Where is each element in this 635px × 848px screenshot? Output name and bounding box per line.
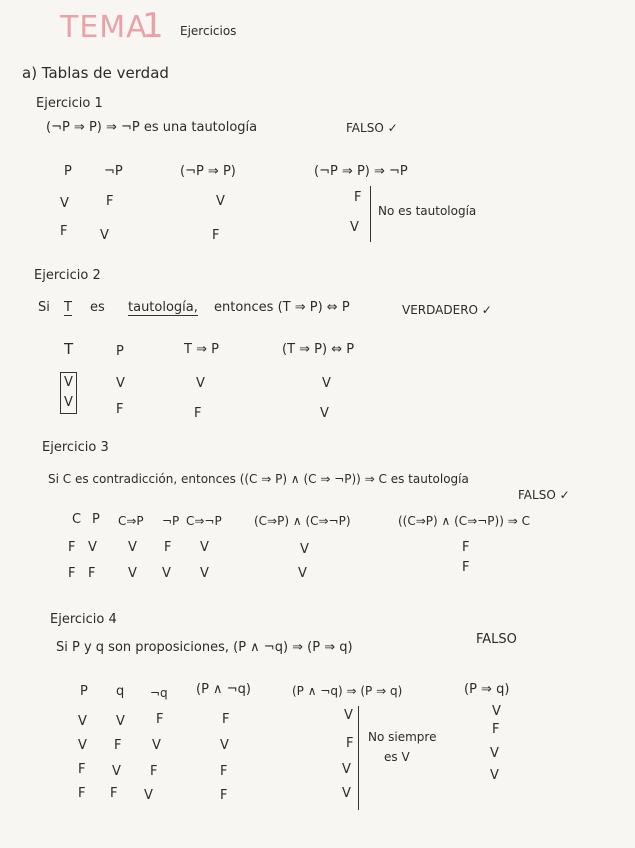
ex3-header-conjunction: (C⇒P) ∧ (C⇒¬P) [254,514,351,528]
ex4-cell: F [156,712,164,727]
ex4-cell: V [78,714,87,729]
ex4-cell: V [152,738,161,753]
exercise-2-label: Ejercicio 2 [34,268,101,283]
ex3-cell: F [68,566,76,581]
ex3-cell: F [462,540,470,555]
bracket-divider [358,706,359,810]
ex1-header-full: (¬P ⇒ P) ⇒ ¬P [314,164,408,179]
ex3-cell: V [162,566,171,581]
ex4-header-p-implies-q: (P ⇒ q) [464,682,510,697]
ex3-cell: V [298,566,307,581]
ex2-cell: F [194,406,202,421]
ex1-cell: F [212,228,220,243]
ex1-cell: F [60,224,68,239]
ex1-header-implication: (¬P ⇒ P) [180,164,236,179]
ex1-cell: V [60,196,69,211]
ex4-cell: F [220,788,228,803]
ex4-header-p: P [80,684,88,699]
ex2-header-biconditional: (T ⇒ P) ⇔ P [282,342,355,357]
ex3-cell: V [88,540,97,555]
ex4-cell: V [490,768,499,783]
ex3-header-not-p: ¬P [162,514,180,528]
ex3-cell: F [88,566,96,581]
exercise-3-verdict: FALSO ✓ [518,488,570,502]
ex1-cell: V [100,228,109,243]
ex4-cell: V [144,788,153,803]
ex3-cell: V [128,566,137,581]
exercise-3-statement: Si C es contradicción, entonces ((C ⇒ P) ∧ (C ⇒ ¬P)) ⇒ C es tautología [48,472,469,486]
exercise-1-statement: (¬P ⇒ P) ⇒ ¬P es una tautología [46,120,258,135]
ex2-header-p: P [116,344,124,359]
ex4-cell: V [342,762,351,777]
ex2-cell: V [320,406,329,421]
ex4-cell: F [78,762,86,777]
page-title-number: 1 [142,6,164,46]
ex3-cell: F [68,540,76,555]
ex1-header-p: P [64,164,72,179]
ex4-header-not-q: ¬q [150,686,168,700]
ex1-header-not-p: ¬P [104,164,123,179]
page-subtitle: Ejercicios [180,24,237,38]
ex4-cell: F [78,786,86,801]
exercise-4-note-line1: No siempre [368,730,437,744]
exercise-4-statement: Si P y q son proposiciones, (P ∧ ¬q) ⇒ (P ⇒ q) [56,640,353,655]
exercise-2-statement-si: Si [38,300,50,315]
exercise-4-verdict: FALSO [476,632,517,647]
bracket-divider [370,186,371,242]
page-title-word: TEMA [60,10,148,45]
ex4-header-full: (P ∧ ¬q) ⇒ (P ⇒ q) [292,684,403,698]
ex4-cell: F [114,738,122,753]
ex2-cell: F [116,402,124,417]
ex2-cell: V [116,376,125,391]
section-heading: a) Tablas de verdad [22,64,169,82]
ex4-cell: V [490,746,499,761]
exercise-3-label: Ejercicio 3 [42,440,109,455]
ex3-cell: V [128,540,137,555]
ex1-cell: V [216,194,225,209]
ex2-header-t: T [64,340,74,358]
ex4-cell: F [346,736,354,751]
ex3-header-full: ((C⇒P) ∧ (C⇒¬P)) ⇒ C [398,514,530,528]
ex1-cell: V [350,220,359,235]
ex4-cell: F [220,764,228,779]
ex3-header-p: P [92,512,100,527]
ex4-cell: F [222,712,230,727]
ex4-cell: F [110,786,118,801]
exercise-4-note-line2: es V [384,750,410,764]
ex2-cell: V [196,376,205,391]
exercise-1-note: No es tautología [378,204,477,218]
exercise-4-label: Ejercicio 4 [50,612,117,627]
ex1-cell: F [354,190,362,205]
ex4-cell: V [116,714,125,729]
ex4-cell: V [492,704,501,719]
exercise-2-statement-es: es [90,300,105,315]
ex4-cell: F [492,722,500,737]
ex3-cell: V [300,542,309,557]
ex2-header-implication: T ⇒ P [184,342,219,357]
ex3-header-c-implies-not-p: C⇒¬P [186,514,222,528]
exercise-2-statement-t: T [64,300,72,315]
ex1-cell: F [106,194,114,209]
exercise-2-statement-rest: entonces (T ⇒ P) ⇔ P [214,300,350,315]
ex3-header-c-implies-p: C⇒P [118,514,144,528]
exercise-1-label: Ejercicio 1 [36,96,103,111]
ex4-header-q: q [116,684,125,699]
ex2-cell: V [64,375,73,390]
ex3-cell: V [200,540,209,555]
ex4-header-conjunction: (P ∧ ¬q) [196,682,251,697]
ex4-cell: V [342,786,351,801]
ex3-header-c: C [72,512,82,527]
ex4-cell: V [344,708,353,723]
ex4-cell: F [150,764,158,779]
exercise-2-statement-taut: tautología, [128,300,198,315]
ex4-cell: V [112,764,121,779]
exercise-1-verdict: FALSO ✓ [346,121,398,135]
ex3-cell: F [164,540,172,555]
ex4-cell: V [220,738,229,753]
ex2-cell: V [322,376,331,391]
ex2-cell: V [64,395,73,410]
ex3-cell: V [200,566,209,581]
ex4-cell: V [78,738,87,753]
ex2-t-column-box [60,372,77,414]
exercise-2-verdict: VERDADERO ✓ [402,303,492,317]
ex3-cell: F [462,560,470,575]
